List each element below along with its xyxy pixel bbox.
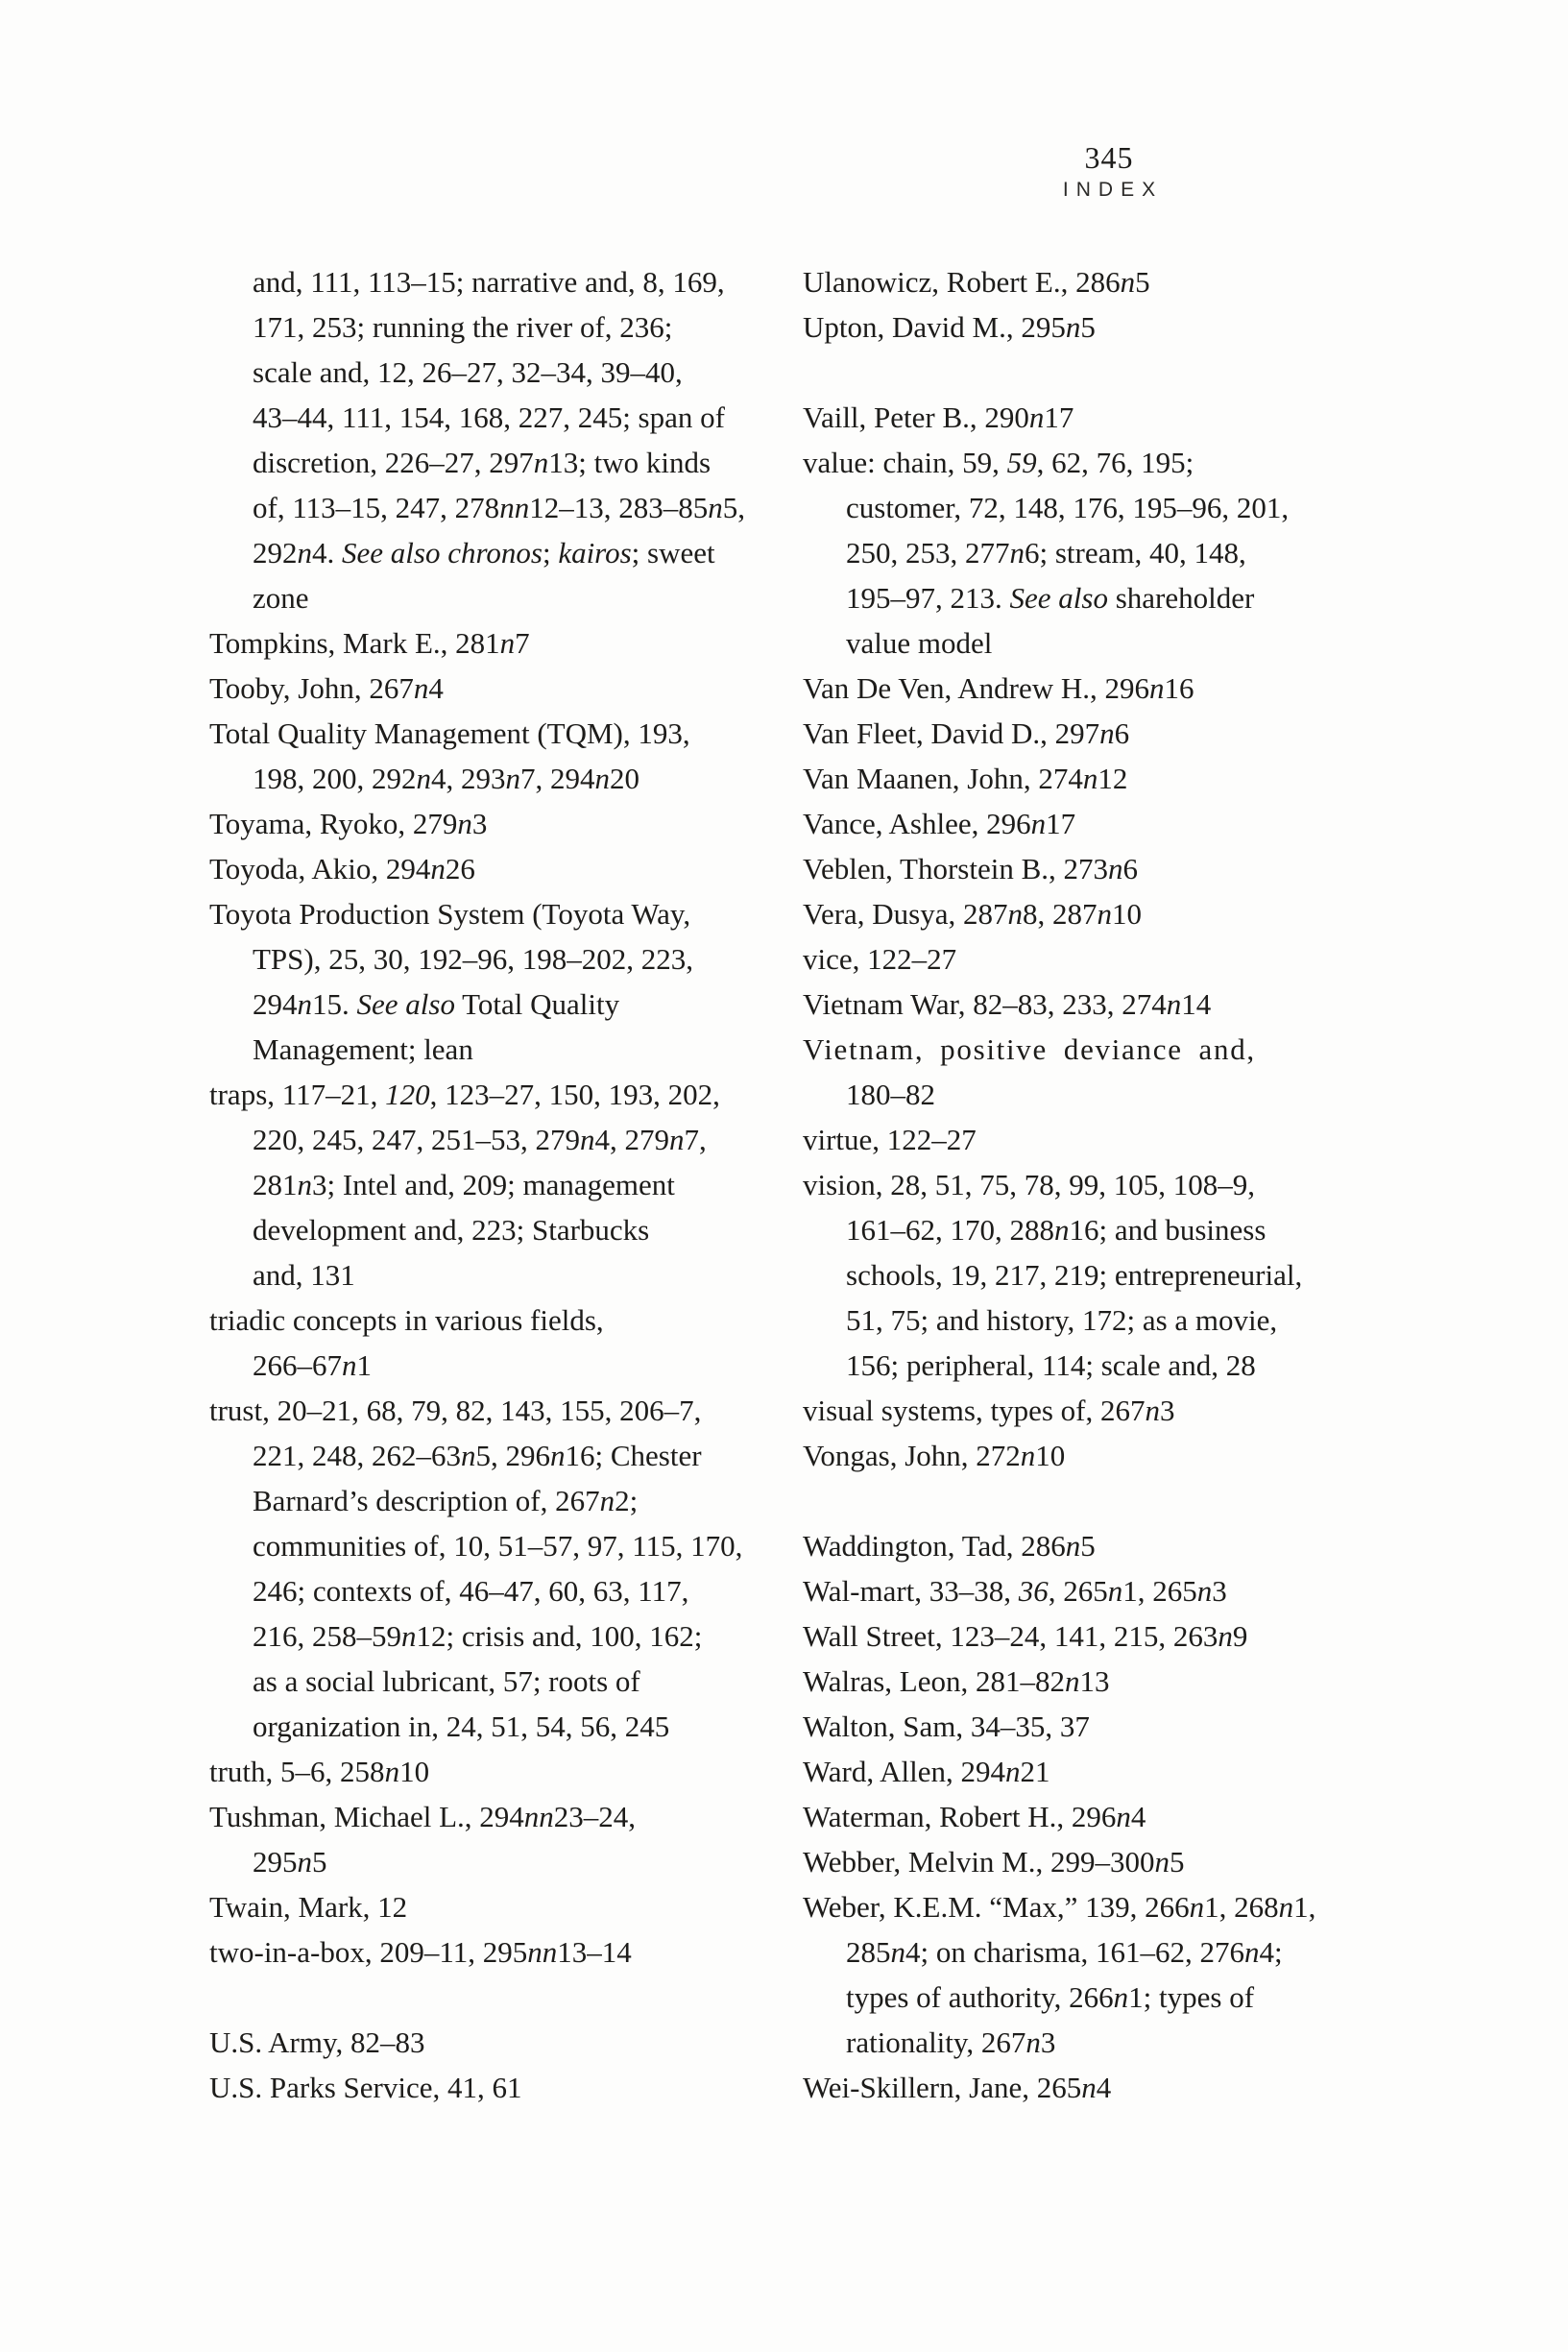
index-line: discretion, 226–27, 297n13; two kinds xyxy=(253,446,712,479)
index-line: trust, 20–21, 68, 79, 82, 143, 155, 206–7, xyxy=(209,1394,702,1427)
index-line: Tushman, Michael L., 294nn23–24, xyxy=(209,1800,637,1833)
index-line: Ward, Allen, 294n21 xyxy=(803,1755,1050,1788)
index-line: 180–82 xyxy=(846,1078,935,1111)
index-line: zone xyxy=(253,581,309,615)
index-line: value model xyxy=(846,626,993,660)
index-line: 266–67n1 xyxy=(253,1348,372,1382)
index-line: 292n4. See also chronos; kairos; sweet xyxy=(253,536,715,570)
index-line: rationality, 267n3 xyxy=(846,2025,1056,2059)
index-line: Management; lean xyxy=(253,1032,473,1066)
index-line: 285n4; on charisma, 161–62, 276n4; xyxy=(846,1935,1283,1969)
index-line: truth, 5–6, 258n10 xyxy=(209,1755,430,1788)
index-line: Vietnam, positive deviance and, xyxy=(803,1032,1256,1066)
index-line: Barnard’s description of, 267n2; xyxy=(253,1484,639,1517)
index-line: 198, 200, 292n4, 293n7, 294n20 xyxy=(253,762,639,795)
blank-line xyxy=(803,350,1388,395)
index-line: Wal-mart, 33–38, 36, 265n1, 265n3 xyxy=(803,1574,1227,1608)
index-line: Total Quality Management (TQM), 193, xyxy=(209,716,690,750)
index-line: 295n5 xyxy=(253,1845,327,1879)
index-line: Upton, David M., 295n5 xyxy=(803,310,1096,344)
index-line: U.S. Parks Service, 41, 61 xyxy=(209,2071,522,2104)
index-line: Twain, Mark, 12 xyxy=(209,1890,408,1924)
blank-line xyxy=(803,1478,1388,1523)
index-line: two-in-a-box, 209–11, 295nn13–14 xyxy=(209,1935,632,1969)
index-line: and, 131 xyxy=(253,1258,355,1292)
index-line: 246; contexts of, 46–47, 60, 63, 117, xyxy=(253,1574,689,1608)
index-line: Wall Street, 123–24, 141, 215, 263n9 xyxy=(803,1619,1248,1653)
index-line: TPS), 25, 30, 192–96, 198–202, 223, xyxy=(253,942,693,976)
index-line: 216, 258–59n12; crisis and, 100, 162; xyxy=(253,1619,703,1653)
index-line: Toyota Production System (Toyota Way, xyxy=(209,897,691,931)
index-line: scale and, 12, 26–27, 32–34, 39–40, xyxy=(253,355,683,389)
index-line: communities of, 10, 51–57, 97, 115, 170, xyxy=(253,1529,743,1563)
index-line: schools, 19, 217, 219; entrepreneurial, xyxy=(846,1258,1303,1292)
index-line: Vietnam War, 82–83, 233, 274n14 xyxy=(803,987,1212,1021)
index-line: Van De Ven, Andrew H., 296n16 xyxy=(803,671,1194,705)
index-line: Tooby, John, 267n4 xyxy=(209,671,444,705)
index-line: Toyoda, Akio, 294n26 xyxy=(209,852,475,885)
page-header xyxy=(965,140,1253,202)
index-line: Vera, Dusya, 287n8, 287n10 xyxy=(803,897,1143,931)
index-line: as a social lubricant, 57; roots of xyxy=(253,1664,640,1698)
index-line: 51, 75; and history, 172; as a movie, xyxy=(846,1303,1278,1337)
index-line: of, 113–15, 247, 278nn12–13, 283–85n5, xyxy=(253,491,745,524)
index-line: 250, 253, 277n6; stream, 40, 148, xyxy=(846,536,1246,570)
index-line: traps, 117–21, 120, 123–27, 150, 193, 202, xyxy=(209,1078,720,1111)
index-line: Webber, Melvin M., 299–300n5 xyxy=(803,1845,1185,1879)
index-line: 171, 253; running the river of, 236; xyxy=(253,310,673,344)
index-line: Vongas, John, 272n10 xyxy=(803,1439,1066,1472)
index-line: Veblen, Thorstein B., 273n6 xyxy=(803,852,1139,885)
index-line: Vance, Ashlee, 296n17 xyxy=(803,807,1076,840)
index-line: 294n15. See also Total Quality xyxy=(253,987,620,1021)
index-line: Wei-Skillern, Jane, 265n4 xyxy=(803,2071,1112,2104)
index-column-left xyxy=(209,259,795,2110)
index-line: triadic concepts in various fields, xyxy=(209,1303,604,1337)
index-column-right xyxy=(803,259,1388,2110)
index-line: Van Maanen, John, 274n12 xyxy=(803,762,1128,795)
index-line: vision, 28, 51, 75, 78, 99, 105, 108–9, xyxy=(803,1168,1256,1201)
index-line: 43–44, 111, 154, 168, 227, 245; span of xyxy=(253,400,725,434)
blank-line xyxy=(209,1975,795,2020)
index-line: U.S. Army, 82–83 xyxy=(209,2025,425,2059)
index-line: Van Fleet, David D., 297n6 xyxy=(803,716,1130,750)
index-line: and, 111, 113–15; narrative and, 8, 169, xyxy=(253,265,725,299)
index-line: 281n3; Intel and, 209; management xyxy=(253,1168,675,1201)
index-line: 221, 248, 262–63n5, 296n16; Chester xyxy=(253,1439,702,1472)
index-line: Waddington, Tad, 286n5 xyxy=(803,1529,1096,1563)
index-line: Tompkins, Mark E., 281n7 xyxy=(209,626,530,660)
index-line: vice, 122–27 xyxy=(803,942,957,976)
page-number: 345 xyxy=(1084,140,1134,175)
index-line: Ulanowicz, Robert E., 286n5 xyxy=(803,265,1150,299)
index-line: development and, 223; Starbucks xyxy=(253,1213,650,1247)
page-section-label: INDEX xyxy=(1062,179,1164,201)
index-line: Vaill, Peter B., 290n17 xyxy=(803,400,1074,434)
index-line: 161–62, 170, 288n16; and business xyxy=(846,1213,1266,1247)
index-line: virtue, 122–27 xyxy=(803,1123,977,1156)
index-line: value: chain, 59, 59, 62, 76, 195; xyxy=(803,446,1194,479)
index-line: Walton, Sam, 34–35, 37 xyxy=(803,1709,1090,1743)
index-line: Walras, Leon, 281–82n13 xyxy=(803,1664,1110,1698)
index-line: customer, 72, 148, 176, 195–96, 201, xyxy=(846,491,1290,524)
index-line: 220, 245, 247, 251–53, 279n4, 279n7, xyxy=(253,1123,707,1156)
index-line: visual systems, types of, 267n3 xyxy=(803,1394,1175,1427)
index-line: types of authority, 266n1; types of xyxy=(846,1980,1255,2014)
index-line: 156; peripheral, 114; scale and, 28 xyxy=(846,1348,1256,1382)
index-line: Waterman, Robert H., 296n4 xyxy=(803,1800,1146,1833)
index-line: Toyama, Ryoko, 279n3 xyxy=(209,807,488,840)
index-line: Weber, K.E.M. “Max,” 139, 266n1, 268n1, xyxy=(803,1890,1316,1924)
index-line: organization in, 24, 51, 54, 56, 245 xyxy=(253,1709,670,1743)
index-line: 195–97, 213. See also shareholder xyxy=(846,581,1255,615)
